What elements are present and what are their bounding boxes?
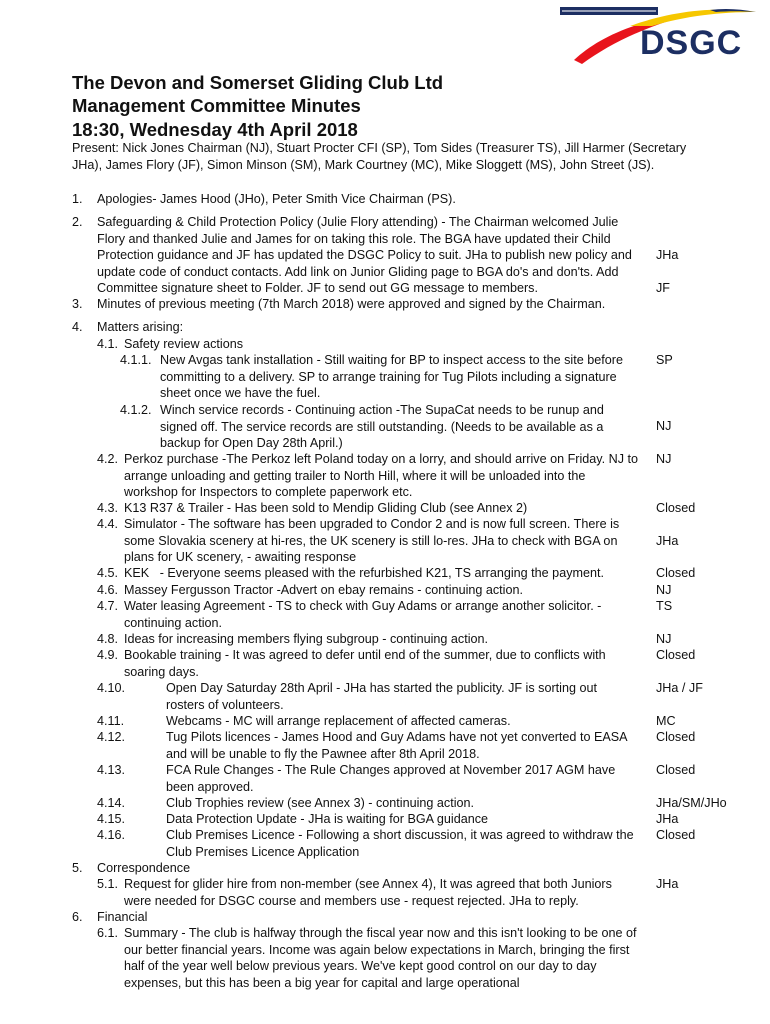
- attendees: Present: Nick Jones Chairman (NJ), Stuart Procter CFI (SP), Tom Sides (Treasurer TS), Jill Harmer (Secretary JHa), James Flory (JF), Simon Minson (SM), Mark Courtney (MC), Mike Sloggett (MS), John Street (JS).: [72, 141, 687, 172]
- item-tractor: Massey Fergusson Tractor -Advert on ebay remains - continuing action.: [124, 583, 523, 597]
- item-number: 1.: [72, 192, 83, 206]
- item-number: 4.4.: [97, 517, 119, 531]
- item-number: 2.: [72, 215, 83, 229]
- item-number: 4.16.: [97, 828, 126, 842]
- item-number: 6.: [72, 910, 83, 924]
- item-number: 4.6.: [97, 583, 119, 597]
- action-owner: JHa / JF: [656, 681, 703, 695]
- item-fca-rules: FCA Rule Changes - The Rule Changes approved at November 2017 AGM have been approved.: [166, 763, 616, 794]
- item-open-day: [166, 680, 626, 713]
- item-number: 4.12.: [97, 730, 126, 744]
- item-number: 3.: [72, 297, 83, 311]
- action-owner: NJ: [656, 419, 672, 433]
- item-previous-minutes: Minutes of previous meeting (7th March 2018) were approved and signed by the Chairman.: [97, 297, 606, 311]
- item-apologies: Apologies- James Hood (JHo), Peter Smith Vice Chairman (PS).: [97, 192, 456, 206]
- action-status: Closed: [656, 648, 696, 662]
- logo-subtitle: [560, 6, 658, 16]
- dsgc-logo: [560, 6, 760, 70]
- item-members-flying: Ideas for increasing members flying subgroup - continuing action.: [124, 632, 489, 646]
- item-number: 4.1.2.: [120, 403, 152, 417]
- item-number: 4.13.: [97, 763, 126, 777]
- item-winch-records: Winch service records - Continuing action -The SupaCat needs to be runup and signed off. The service records are still outstanding. (Needs to be available as a backup for Open Day 28th April.): [160, 403, 604, 450]
- item-water-leasing: Water leasing Agreement - TS to check with Guy Adams or arrange another solicitor. - continuing action.: [124, 599, 602, 630]
- item-premises-licence: Club Premises Licence - Following a short discussion, it was agreed to withdraw the Club Premises Licence Application: [166, 828, 634, 859]
- action-owner: JHa: [656, 534, 679, 548]
- action-owner: NJ: [656, 632, 672, 646]
- item-number: 4.15.: [97, 812, 126, 826]
- item-number: 4.: [72, 320, 83, 334]
- item-kek: KEK - Everyone seems pleased with the refurbished K21, TS arranging the payment.: [124, 566, 604, 580]
- item-number: 4.8.: [97, 632, 119, 646]
- item-simulator: Simulator - The software has been upgraded to Condor 2 and is now full screen. There is some Slovakia scenery at hi-res, the UK scenery is still lo-res. JHa to check with BGA on plans for UK scenery, - awaiting response: [124, 517, 620, 564]
- action-owner: SP: [656, 353, 673, 367]
- item-number: 4.1.: [97, 337, 119, 351]
- action-status: Closed: [656, 730, 696, 744]
- item-tug-licences: Tug Pilots licences - James Hood and Guy Adams have not yet converted to EASA and will be unable to fly the Pawnee after 8th April 2018.: [166, 730, 627, 761]
- item-number: 5.1.: [97, 877, 119, 891]
- item-number: 4.5.: [97, 566, 119, 580]
- item-k13: K13 R37 & Trailer - Has been sold to Mendip Gliding Club (see Annex 2): [124, 501, 528, 515]
- item-avgas-tank-text: New Avgas tank installation - Still waiting for BP to inspect access to the site before committing to a delivery. SP to arrange training for Tug Pilots including a signature sheet once we have the fuel.: [160, 353, 623, 400]
- meeting-date: 18:30, Wednesday 4th April 2018: [72, 119, 358, 140]
- action-owner: JHa: [656, 248, 679, 262]
- action-status: Closed: [656, 763, 696, 777]
- item-perkoz: Perkoz purchase -The Perkoz left Poland today on a lorry, and should arrive on Friday. NJ to arrange unloading and getting trailer to North Hill, where it will be unloaded into the workshop for Inspectors to complete paperwork etc.: [124, 452, 639, 499]
- action-owner: NJ: [656, 452, 672, 466]
- item-avgas-tank: [160, 352, 646, 402]
- item-number: 4.14.: [97, 796, 126, 810]
- action-owner: MC: [656, 714, 676, 728]
- item-correspondence: Correspondence: [97, 861, 191, 875]
- item-number: 5.: [72, 861, 83, 875]
- action-owner: NJ: [656, 583, 672, 597]
- item-webcams: Webcams - MC will arrange replacement of affected cameras.: [166, 714, 511, 728]
- logo-wordmark: DSGC: [640, 24, 743, 62]
- item-financial-summary: Summary - The club is halfway through the fiscal year now and this isn't looking to be one of our better financial years. Income was again below expectations in March, bringing the first half of the year well below previous years. We've kept good control on our day to day expenses, but this has been a big year for capital and large operational: [124, 926, 637, 990]
- item-number: 4.9.: [97, 648, 119, 662]
- item-safeguarding: Safeguarding & Child Protection Policy (Julie Flory attending) - The Chairman welcomed Julie Flory and thanked Julie and James for on taking this role. The BGA have updated their Child Protection guidance and JF has updated the DSGC Policy to suit. JHa to publish new policy and update code of conduct contacts. Add link on Junior Gliding page to BGA do's and don'ts. Add Committee signature sheet to Folder. JF to send out GG message to members.: [97, 215, 632, 295]
- item-open-day-text: Open Day Saturday 28th April - JHa has started the publicity. JF is sorting out rosters of volunteers.: [166, 681, 597, 712]
- item-number: 6.1.: [97, 926, 119, 940]
- item-safety-review: Safety review actions: [124, 337, 243, 351]
- action-status: Closed: [656, 828, 696, 842]
- item-trophies: Club Trophies review (see Annex 3) - continuing action.: [166, 796, 475, 810]
- item-glider-hire: Request for glider hire from non-member (see Annex 4), It was agreed that both Juniors were needed for DSGC course and members use - request rejected. JHa to reply.: [124, 877, 612, 908]
- item-number: 4.7.: [97, 599, 119, 613]
- item-number: 4.1.1.: [120, 353, 152, 367]
- item-number: 4.2.: [97, 452, 119, 466]
- item-number: 4.11.: [97, 714, 125, 728]
- action-status: Closed: [656, 501, 696, 515]
- item-number: 4.10.: [97, 681, 126, 695]
- action-owner: JHa: [656, 877, 679, 891]
- action-owner: TS: [656, 599, 673, 613]
- document-title: The Devon and Somerset Gliding Club Ltd: [72, 72, 444, 93]
- action-owner: JHa/SM/JHo: [656, 796, 727, 810]
- action-owner: JHa: [656, 812, 679, 826]
- action-owner: JF: [656, 281, 670, 295]
- action-status: Closed: [656, 566, 696, 580]
- item-matters-arising: Matters arising:: [97, 320, 184, 334]
- document-subtitle: Management Committee Minutes: [72, 95, 361, 116]
- item-data-protection: Data Protection Update - JHa is waiting for BGA guidance: [166, 812, 489, 826]
- item-bookable-training: Bookable training - It was agreed to defer until end of the summer, due to conflicts with soaring days.: [124, 648, 606, 679]
- item-financial: Financial: [97, 910, 148, 924]
- item-number: 4.3.: [97, 501, 119, 515]
